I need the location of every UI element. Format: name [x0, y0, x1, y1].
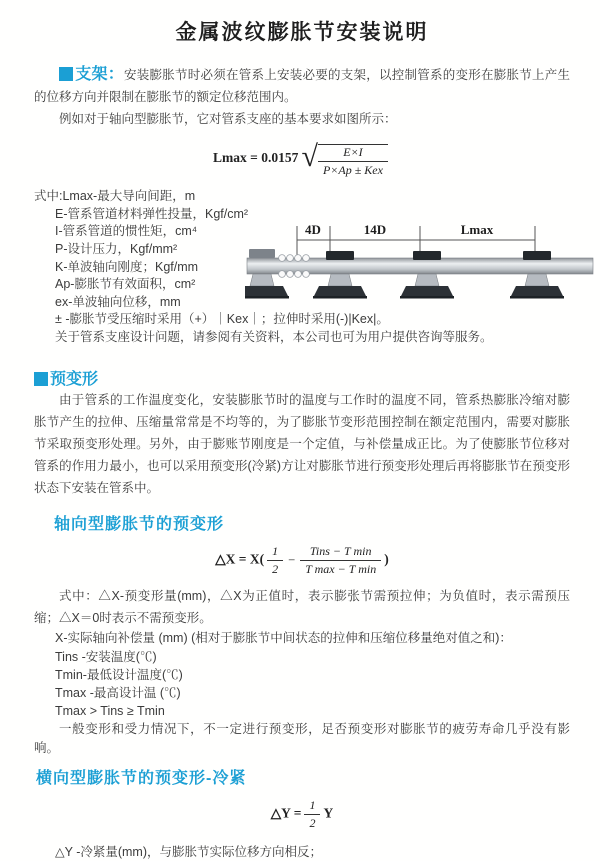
sqrt-radical: [301, 140, 390, 178]
dy-denominator: 2: [309, 815, 316, 830]
formula-delta-x: [34, 544, 570, 577]
lateral-note-line: △Y -冷紧量(mm)，与膨胀节实际位移方向相反；: [55, 844, 323, 859]
temp-denominator: T max − T min: [305, 562, 377, 577]
definition-line: ex-单波轴向位移，mm: [55, 294, 181, 309]
page-title: 金属波纹膨胀节安装说明: [175, 21, 429, 44]
pre-deform-section: [34, 366, 570, 860]
axial-note-line: 一般变形和受力情况下，不一定进行预变形，足否预变形对膨胀节的疲劳寿命几乎没有影响。: [34, 722, 570, 755]
formula-dy-rhs: Y: [323, 805, 334, 821]
section-title-pre-deform: 预变形: [50, 371, 99, 389]
pipe-support-diagram: [245, 218, 597, 314]
definition-line: Ap-膨胀节有效面积，cm²: [55, 277, 196, 292]
axial-def-line: Tmin-最低设计温度(℃): [55, 667, 183, 682]
axial-def-line: Tmax -最高设计温 (℃): [55, 686, 181, 701]
radical-sign-icon: √: [301, 140, 318, 173]
definition-line: K-单波轴向刚度；Kgf/mm: [55, 259, 199, 274]
axial-def-line: Tins -安装温度(℃): [55, 649, 157, 664]
support-example-line: 例如对于轴向型膨胀节，它对管系支座的基本要求如图所示：: [59, 112, 397, 126]
formula-delta-y: [34, 798, 570, 831]
formula-lmax: [34, 140, 570, 178]
definition-line: 式中:Lmax-最大导向间距，m: [34, 189, 196, 204]
half-denominator: 2: [272, 562, 279, 577]
dim-label-lmax: Lmax: [460, 222, 494, 238]
temp-numerator: Tins − T min: [300, 544, 381, 561]
dim-label-4d: 4D: [305, 222, 321, 238]
axial-def-line: X-实际轴向补偿量 (mm) (相对于膨胀节中间状态的拉伸和压缩位移量绝对值之和)：: [55, 631, 512, 646]
section-marker-icon: [59, 67, 73, 81]
axial-shizhong-paragraph: 式中：△X-预变形量(mm)，△X为正值时，表示膨张节需预拉伸；为负值时，表示需预压缩；△X＝0时表示不需预变形。: [34, 589, 570, 626]
half-numerator: 1: [267, 544, 283, 561]
close-paren: ): [384, 551, 389, 567]
formula-lmax-lhs: Lmax = 0.0157: [213, 149, 299, 165]
section-title-support: 支架：: [75, 66, 124, 83]
formula-lmax-numerator: E×I: [318, 145, 388, 162]
formula-dy-lhs: △Y =: [270, 805, 302, 821]
definition-line: P-设计压力，Kgf/mm²: [55, 241, 178, 256]
axial-def-line: Tmax > Tins ≥ Tmin: [55, 704, 165, 719]
definition-line: ± -膨胀节受压缩时采用（+）｜Kex｜；拉伸时采用(-)|Kex|。: [55, 312, 389, 327]
pre-deform-heading: [34, 366, 570, 389]
axial-sub-heading: 轴向型膨胀节的预变形: [54, 516, 225, 534]
definition-line: 关于管系支座设计问题，请参阅有关资料，本公司也可为用户提供咨询等服务。: [55, 329, 493, 344]
section-marker-icon: [34, 372, 48, 386]
pre-deform-paragraph: 由于管系的工作温度变化，安装膨胀节时的温度与工作时的温度不同，管系热膨胀冷缩对膨胀节产生的拉伸、压缩量常常是不均等的，为了膨胀节变形范围控制在额定范围内，需要对膨胀节采取预变形处理。另外，由于膨账节刚度是一个定值，与补偿量成正比。为了使膨胀节位移对管系的作用力最小，也可以采用预变形(冷紧)方让对膨胀节进行预变形处理后再将膨胀节在预变形状态下安装在管系中。: [34, 393, 570, 496]
support-body: [34, 188, 570, 346]
dim-label-14d: 14D: [363, 222, 387, 238]
lateral-sub-heading: 横向型膨胀节的预变形-冷紧: [36, 769, 247, 787]
formula-dx-lhs: △X = X(: [215, 551, 265, 567]
support-intro-text: 安装膨胀节时必须在管系上安装必要的支架，以控制管系的变形在膨胀节上产生的位移方向并限制在膨胀节的额定位移范围内。: [34, 68, 570, 104]
support-section-intro: [34, 64, 570, 108]
dy-numerator: 1: [304, 798, 320, 815]
minus-sign: −: [288, 553, 296, 568]
definition-line: E-管系管道材料弹性投量，Kgf/cm²: [55, 206, 249, 221]
formula-lmax-denominator: P×Ap ± Kex: [322, 163, 383, 178]
definition-line: I-管系管道的惯性矩，cm⁴: [55, 224, 198, 239]
